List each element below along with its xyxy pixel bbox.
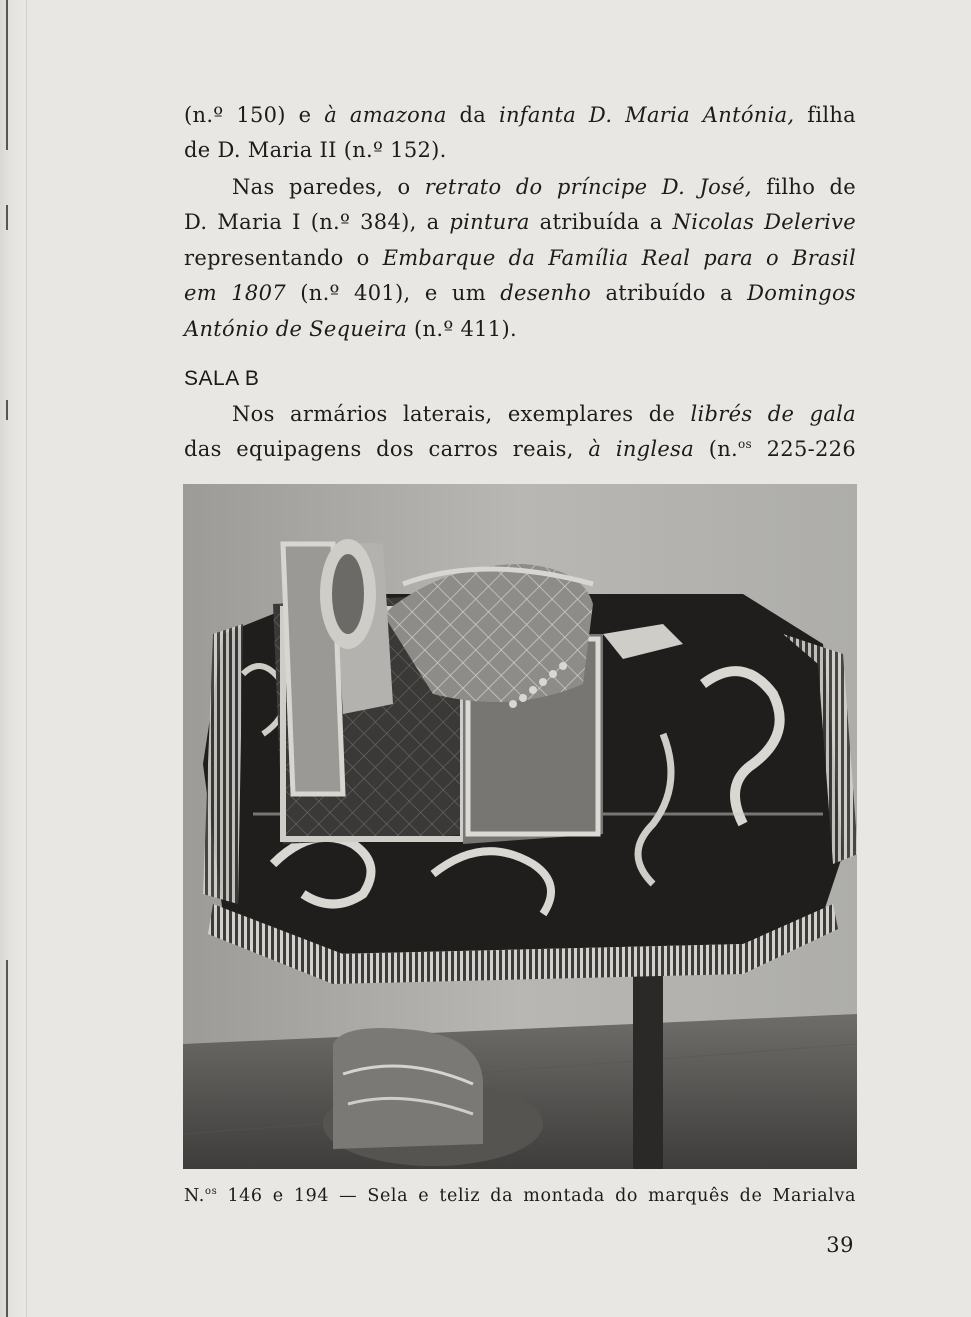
text: (n. [694, 437, 738, 462]
caption-text: 146 e 194 — Sela e teliz da montada do marquês de Marialva [217, 1186, 856, 1206]
caption-prefix: N. [184, 1186, 205, 1206]
text: de D. Maria II (n.º 152). [184, 138, 447, 163]
edge-mark [6, 400, 8, 420]
edge-mark [6, 205, 8, 230]
superscript: os [738, 437, 752, 452]
text-italic: pintura [449, 210, 530, 235]
text-italic: infanta D. Maria Antónia, [498, 103, 795, 127]
saddle-image [183, 484, 857, 1169]
text: filha [794, 103, 857, 127]
text: (n.º 411). [407, 316, 517, 341]
photo-caption [184, 1186, 856, 1206]
text-italic: à inglesa [588, 437, 695, 462]
text-italic: librés de gala [690, 402, 856, 426]
text-italic: António de Sequeira [184, 316, 408, 341]
text: da [446, 103, 499, 127]
edge-mark [6, 960, 8, 1317]
text: (n.º 401), e um [285, 281, 501, 306]
caption-superscript: os [204, 1186, 218, 1198]
text-italic: Embarque da Família Real para o Brasil [382, 245, 856, 270]
text: (n.º 150) e [184, 103, 325, 127]
saddle-photograph [183, 484, 857, 1169]
paragraph-1 [184, 98, 856, 169]
text-italic: Domingos [747, 281, 857, 306]
text: atribuída a [529, 210, 673, 235]
text: D. Maria I (n.º 384), a [184, 210, 450, 235]
page-edge [0, 0, 27, 1317]
text-italic: à amazona [324, 103, 447, 127]
text: das equipagens dos carros reais, [184, 437, 589, 462]
section-heading: SALA B [184, 367, 260, 390]
text: 225-226 [751, 437, 856, 462]
text-italic: retrato do príncipe D. José, [424, 175, 752, 199]
text-italic: desenho [500, 281, 592, 306]
text: filho de [751, 175, 856, 199]
paragraph-3 [184, 397, 856, 468]
paragraph-2 [184, 170, 856, 347]
edge-mark [6, 0, 8, 150]
text-italic: em 1807 [184, 281, 286, 306]
text: atribuído a [591, 281, 748, 306]
text: representando o [184, 245, 383, 270]
text-italic: Nicolas Delerive [672, 210, 856, 235]
text: Nos armários laterais, exemplares de [232, 402, 691, 426]
page-number: 39 [826, 1233, 854, 1257]
text: Nas paredes, o [232, 175, 425, 199]
